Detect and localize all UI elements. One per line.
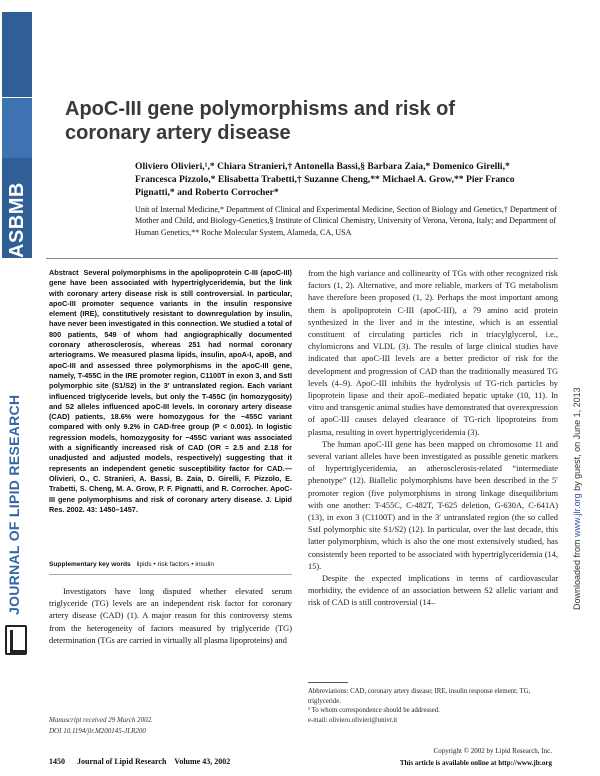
footnote-divider [308, 682, 348, 683]
download-suffix: by guest, on June 1, 2013 [572, 387, 582, 491]
asbmb-logo-text: ASBMB [6, 182, 28, 258]
sidebar-band-top [2, 12, 32, 97]
affiliations: Unit of Internal Medicine,* Department of Clinical and Experimental Medicine, Section of Biology and Genetics,† Department of Mother and Child, and Biology-Genetics,§ Institute of Clinical Chemistry, University of Verona, Verona, Italy; and Department of Human Genetics,** Roche Molecular System, Alameda, CA, USA [135, 205, 557, 237]
intro-paragraph: Investigators have long disputed whether elevated serum triglyceride (TG) levels are an independent risk factor for coronary artery disease (CAD) (1). A major reason for this controversy stems from the heterogeneity of factors measured by triglyceride (TG) determination (TGs are carried in virtually all plasma lipoproteins) and [49, 587, 292, 645]
correspondence-note: ¹ To whom correspondence should be addressed. [308, 707, 440, 715]
footnotes [308, 687, 558, 725]
online-availability[interactable]: This article is available online at http://www.jlr.org [399, 759, 552, 767]
abstract [49, 268, 292, 515]
page-footer [49, 757, 230, 766]
page-number: 1450 [49, 757, 65, 766]
download-notice [572, 387, 582, 610]
body-paragraph-3: Despite the expected implications in terms of cardiovascular morbidity, the evidence of an association between S2 allelic variant and risk of CAD is still controversial (14– [308, 574, 558, 608]
body-paragraph-1: from the high variance and collinearity of TGs with other recognized risk factors (1, 2). Alternative, and more reliable, markers of TG metabolism have therefore been proposed (1, 2). Perhaps the most important among them is apolipoprotein C-III (apoC-III), a 79 amino acid protein synthesized in the liver and in the intestine, which is an essential constituent of circulating particles rich in triacylglycerol, i.e., chylomicrons and VLDL (3). The results of large clinical studies have indicated that apoC-III levels are a better predictor of risk for the development and progression of CAD than the traditionally measured TG levels (4–9). ApoC-III inhibits the hydrolysis of TG-rich particles by lipoprotein lipase and their apoE–mediated hepatic uptake (10, 11). In vitro and transgenic animal studies have demonstrated that overexpression of apoC-III causes delayed clearance of TG-rich lipoproteins from plasma, resulting in overt hypertriglyceridemia (3). [308, 269, 558, 437]
download-prefix: Downloaded from [572, 539, 582, 610]
copyright: Copyright © 2002 by Lipid Research, Inc. [433, 747, 552, 755]
right-column [308, 268, 558, 610]
abstract-text: Several polymorphisms in the apolipoprotein C-III (apoC-III) gene have been associated with hypertriglyceridemia, but the link with coronary artery disease risk is still controversial. In particular, apoC-III promoter sequence variants in the insulin responsive element (IRE), constitutively resistant to downregulation by insulin, have never been investigated in this connection. We studied a total of 800 patients, 549 of whom had angiographically documented coronary atherosclerosis, whereas 251 had normal coronary arteriograms. We measured plasma lipids, insulin, apoA-I, apoB, and apoC-III and assessed three polymorphisms in the apoC-III gene, namely, T-455C in the IRE promoter region, C1100T in exon 3, and SstI polymorphic site (S1/S2) in the 3′ untranslated region. Each variant influenced triglyceride levels, but only the T-455C (in homozygosity) and S2 alleles influenced apoC-III levels. In coronary artery disease (CAD) patients, 18.6% were homozygous for the −455C variant compared with only 9.2% in CAD-free group (P < 0.001). In logistic regression models, homozygosity for −455C variant was associated with a significantly increased risk of CAD (OR = 2.5 and 2.18 for unadjusted and adjusted models, respectively) suggesting that it represents an independent genetic susceptibility factor for CAD.—Olivieri, O., C. Stranieri, A. Bassi, B. Zaia, D. Girelli, F. Pizzolo, E. Trabetti, S. Cheng, M. A. Grow, P. F. Pignatti, and R. Corrocher. ApoC-III gene polymorphisms and risk of coronary artery disease. J. Lipid Res. 2002. 43: 1450–1457. [49, 268, 292, 514]
doi: DOI 10.1194/jlr.M200145-JLR200 [49, 727, 146, 735]
keywords-list: lipids • risk factors • insulin [136, 561, 215, 568]
header-divider [46, 258, 558, 259]
abbreviations: Abbreviations: CAD, coronary artery disease; IRE, insulin response element; TG, triglyceride. [308, 688, 531, 705]
correspondence-email[interactable]: e-mail: oliviero.olivieri@univr.it [308, 716, 398, 724]
manuscript-info [49, 715, 153, 737]
manuscript-received: Manuscript received 29 March 2002. [49, 716, 153, 724]
keywords-label: Supplementary key words [49, 561, 131, 568]
footer-journal: Journal of Lipid Research [77, 757, 167, 766]
download-site-link[interactable]: www.jlr.org [572, 493, 582, 537]
journal-sidebar [0, 0, 38, 776]
body-paragraph-2: The human apoC-III gene has been mapped on chromosome 11 and several variant alleles have been investigated as possible genetic markers of hypertriglyceridemia, an atherosclerosis-related “intermediate phenotype” (12). Biallelic polymorphisms have been described in the 5′ promoter region (five polymorphisms in strong linkage disequilibrium with one another: T-455C, C-482T, T-625 deletion, G-630A, C-641A) (13), in exon 3 (C1100T) and in the 3′ untranslated region (the so called SstI polymorphic site S1/S2) (12). In particular, over the last decade, this latter polymorphism, which is also the one most extensively studied, has consistently been reported to be associated with hypertriglyceridemia (14, 15). [308, 439, 558, 571]
keywords [49, 561, 292, 568]
journal-sidebar-title: JOURNAL OF LIPID RESEARCH [6, 394, 22, 615]
publisher-logo-icon [5, 625, 27, 655]
sidebar-band-middle [2, 98, 32, 158]
footer-volume: Volume 43, 2002 [174, 757, 231, 766]
abstract-label: Abstract [49, 268, 79, 277]
author-list: Oliviero Olivieri,¹,* Chiara Stranieri,† Antonella Bassi,§ Barbara Zaia,* Domenico Girelli,* Francesca Pizzolo,* Elisabetta Trabetti,† Suzanne Cheng,** Michael A. Grow,** Pier Franco Pignatti,* and Roberto Corrocher* [135, 161, 515, 198]
keywords-divider [49, 574, 292, 575]
article-title: ApoC-III gene polymorphisms and risk of coronary artery disease [65, 98, 456, 144]
